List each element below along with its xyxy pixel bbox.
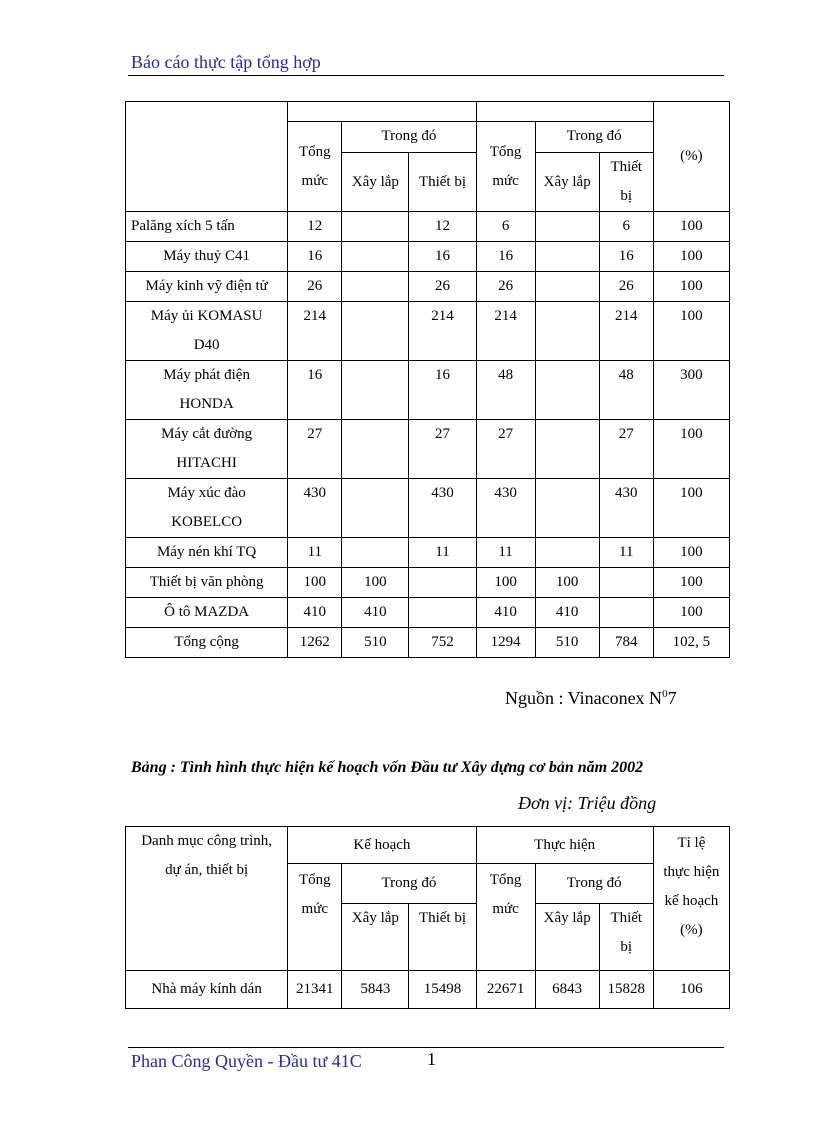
table2-construction-header: Xây lắp [342, 904, 409, 971]
table1-row [126, 538, 730, 568]
table1-plan-group-header [288, 102, 476, 122]
table1-cell [342, 272, 409, 302]
table2-plan-header: Kế hoạch [288, 827, 476, 864]
table1-equipment-header: Thiết bị [409, 153, 476, 212]
table1-cell: 12 [288, 212, 342, 242]
source-note: Nguồn : Vinaconex $N^07$ [505, 688, 677, 708]
table1-cell: 430 [409, 479, 476, 538]
table1-cell: 6 [599, 212, 653, 242]
table1-total-header: Tổng mức [288, 122, 342, 212]
table1-row [126, 420, 730, 479]
table2-total-header: Tổng mức [288, 864, 342, 971]
table1-row-name: Máy nén khí TQ [126, 538, 288, 568]
table1-cell: 784 [599, 628, 653, 658]
table1-cell: 16 [288, 361, 342, 420]
table1-cell: 410 [476, 598, 535, 628]
table1-cell: 100 [653, 538, 729, 568]
table1-cell: 100 [653, 302, 729, 361]
table1-cell: 27 [288, 420, 342, 479]
table1-cell: 16 [409, 242, 476, 272]
table1-equipment-header-2: Thiết bị [599, 153, 653, 212]
table1-cell: 16 [288, 242, 342, 272]
table1-cell [342, 538, 409, 568]
table1-cell: 100 [653, 420, 729, 479]
table1-row-name: Ô tô MAZDA [126, 598, 288, 628]
table1-top-header-row [126, 102, 730, 122]
table1-cell: 214 [288, 302, 342, 361]
table1-cell [535, 272, 599, 302]
table2-top-header-row [126, 827, 730, 864]
table1-row [126, 361, 730, 420]
table1-cell: 510 [342, 628, 409, 658]
table2-cell: 5843 [342, 971, 409, 1009]
table1-row-name: Máy ủi KOMASU D40 [126, 302, 288, 361]
table1-cell: 11 [476, 538, 535, 568]
table1-row-name: Thiết bị văn phòng [126, 568, 288, 598]
table2-cell: 6843 [535, 971, 599, 1009]
table1-cell: 26 [409, 272, 476, 302]
table1-cell: 100 [653, 598, 729, 628]
table2-cell: 22671 [476, 971, 535, 1009]
table2-row-name: Nhà máy kính dán [126, 971, 288, 1009]
table1-cell [599, 598, 653, 628]
table2-actual-header: Thực hiện [476, 827, 653, 864]
table1-cell [535, 212, 599, 242]
table1-cell [342, 361, 409, 420]
table2-cell: 106 [653, 971, 729, 1009]
table1-cell: 430 [288, 479, 342, 538]
table1-cell: 214 [409, 302, 476, 361]
table1-cell: 430 [476, 479, 535, 538]
page-header-title: Báo cáo thực tập tổng hợp [131, 52, 321, 72]
table1-cell [342, 212, 409, 242]
table2-equipment-header-2: Thiết bị [599, 904, 653, 971]
table1-construction-header-2: Xây lắp [535, 153, 599, 212]
table2-row [126, 971, 730, 1009]
table1-construction-header: Xây lắp [342, 153, 409, 212]
table1-cell [342, 302, 409, 361]
table1-cell: 100 [535, 568, 599, 598]
table1-cell: 6 [476, 212, 535, 242]
table1-row-name: Palăng xích 5 tấn [126, 212, 288, 242]
table1-cell: 100 [653, 568, 729, 598]
footer-author: Phan Công Quyền - Đầu tư 41C [131, 1051, 362, 1071]
table1-cell: 11 [409, 538, 476, 568]
table1-actual-group-header [476, 102, 653, 122]
table1-cell: 100 [653, 272, 729, 302]
table1-percent-header: (%) [653, 102, 729, 212]
table1-cell [342, 420, 409, 479]
table1-cell [535, 420, 599, 479]
table1-cell: 430 [599, 479, 653, 538]
table1-cell: 752 [409, 628, 476, 658]
table1-body [126, 212, 730, 658]
table1-cell: 1294 [476, 628, 535, 658]
table1-row-name: Máy thuỷ C41 [126, 242, 288, 272]
table1-cell: 214 [599, 302, 653, 361]
table1-cell: 100 [653, 479, 729, 538]
table2-total-header-2: Tổng mức [476, 864, 535, 971]
table1-cell: 214 [476, 302, 535, 361]
table1-row [126, 598, 730, 628]
investment-plan-table [125, 826, 730, 1009]
table2-category-header: Danh mục công trình, dự án, thiết bị [126, 827, 288, 971]
table1-cell: 410 [342, 598, 409, 628]
table1-cell: 27 [409, 420, 476, 479]
table1-cell: 102, 5 [653, 628, 729, 658]
table1-cell: 26 [476, 272, 535, 302]
table1-cell: 410 [288, 598, 342, 628]
table1-cell [535, 361, 599, 420]
table1-cell: 48 [476, 361, 535, 420]
table1-row [126, 628, 730, 658]
table2-breakdown-header: Trong đó [342, 864, 476, 904]
table1-cell: 16 [409, 361, 476, 420]
table1-row [126, 212, 730, 242]
page-number: 1 [427, 1049, 436, 1069]
table2-cell: 21341 [288, 971, 342, 1009]
table1-cell: 510 [535, 628, 599, 658]
table1-row [126, 242, 730, 272]
table1-cell: 27 [599, 420, 653, 479]
table1-cell: 26 [599, 272, 653, 302]
table1-cell [342, 479, 409, 538]
table1-corner-cell [126, 102, 288, 212]
table1-cell [409, 568, 476, 598]
table1-cell: 1262 [288, 628, 342, 658]
table1-cell [409, 598, 476, 628]
table1-cell: 26 [288, 272, 342, 302]
table1-row [126, 479, 730, 538]
table1-cell [535, 479, 599, 538]
table1-row-name: Máy cắt đường HITACHI [126, 420, 288, 479]
table1-cell [342, 242, 409, 272]
table1-cell [599, 568, 653, 598]
table1-cell: 11 [288, 538, 342, 568]
table1-row [126, 568, 730, 598]
table1-row-name: Máy kinh vỹ điện tử [126, 272, 288, 302]
table2-cell: 15828 [599, 971, 653, 1009]
table1-breakdown-header: Trong đó [342, 122, 476, 153]
unit-note: Đơn vị: Triệu đồng [518, 793, 657, 813]
table1-cell: 300 [653, 361, 729, 420]
table1-row-name: Tổng cộng [126, 628, 288, 658]
header-rule [128, 75, 724, 76]
table1-cell: 12 [409, 212, 476, 242]
table1-cell [535, 538, 599, 568]
table1-cell: 100 [476, 568, 535, 598]
table2-equipment-header: Thiết bị [409, 904, 476, 971]
table1-row-name: Máy phát điện HONDA [126, 361, 288, 420]
table1-cell: 100 [288, 568, 342, 598]
table1-cell: 410 [535, 598, 599, 628]
table1-cell: 100 [653, 212, 729, 242]
table1-row [126, 272, 730, 302]
table1-cell: 11 [599, 538, 653, 568]
table1-cell: 48 [599, 361, 653, 420]
table2-breakdown-header-2: Trong đó [535, 864, 653, 904]
table1-total-header-2: Tổng mức [476, 122, 535, 212]
table1-cell: 100 [653, 242, 729, 272]
footer-rule [128, 1047, 724, 1048]
table1-row [126, 302, 730, 361]
table1-cell: 27 [476, 420, 535, 479]
table1-cell: 100 [342, 568, 409, 598]
table1-cell: 16 [476, 242, 535, 272]
table1-cell [535, 242, 599, 272]
table1-cell: 16 [599, 242, 653, 272]
equipment-investment-table [125, 101, 730, 658]
table2-caption: Bảng : Tình hình thực hiện kế hoạch vốn Đầu tư Xây dựng cơ bản năm 2002 [131, 759, 644, 776]
table2-ratio-header: Tỉ lệ thực hiện kế hoạch (%) [653, 827, 729, 971]
table2-cell: 15498 [409, 971, 476, 1009]
table1-row-name: Máy xúc đào KOBELCO [126, 479, 288, 538]
table1-breakdown-header-2: Trong đó [535, 122, 653, 153]
table2-construction-header-2: Xây lắp [535, 904, 599, 971]
table1-cell [535, 302, 599, 361]
